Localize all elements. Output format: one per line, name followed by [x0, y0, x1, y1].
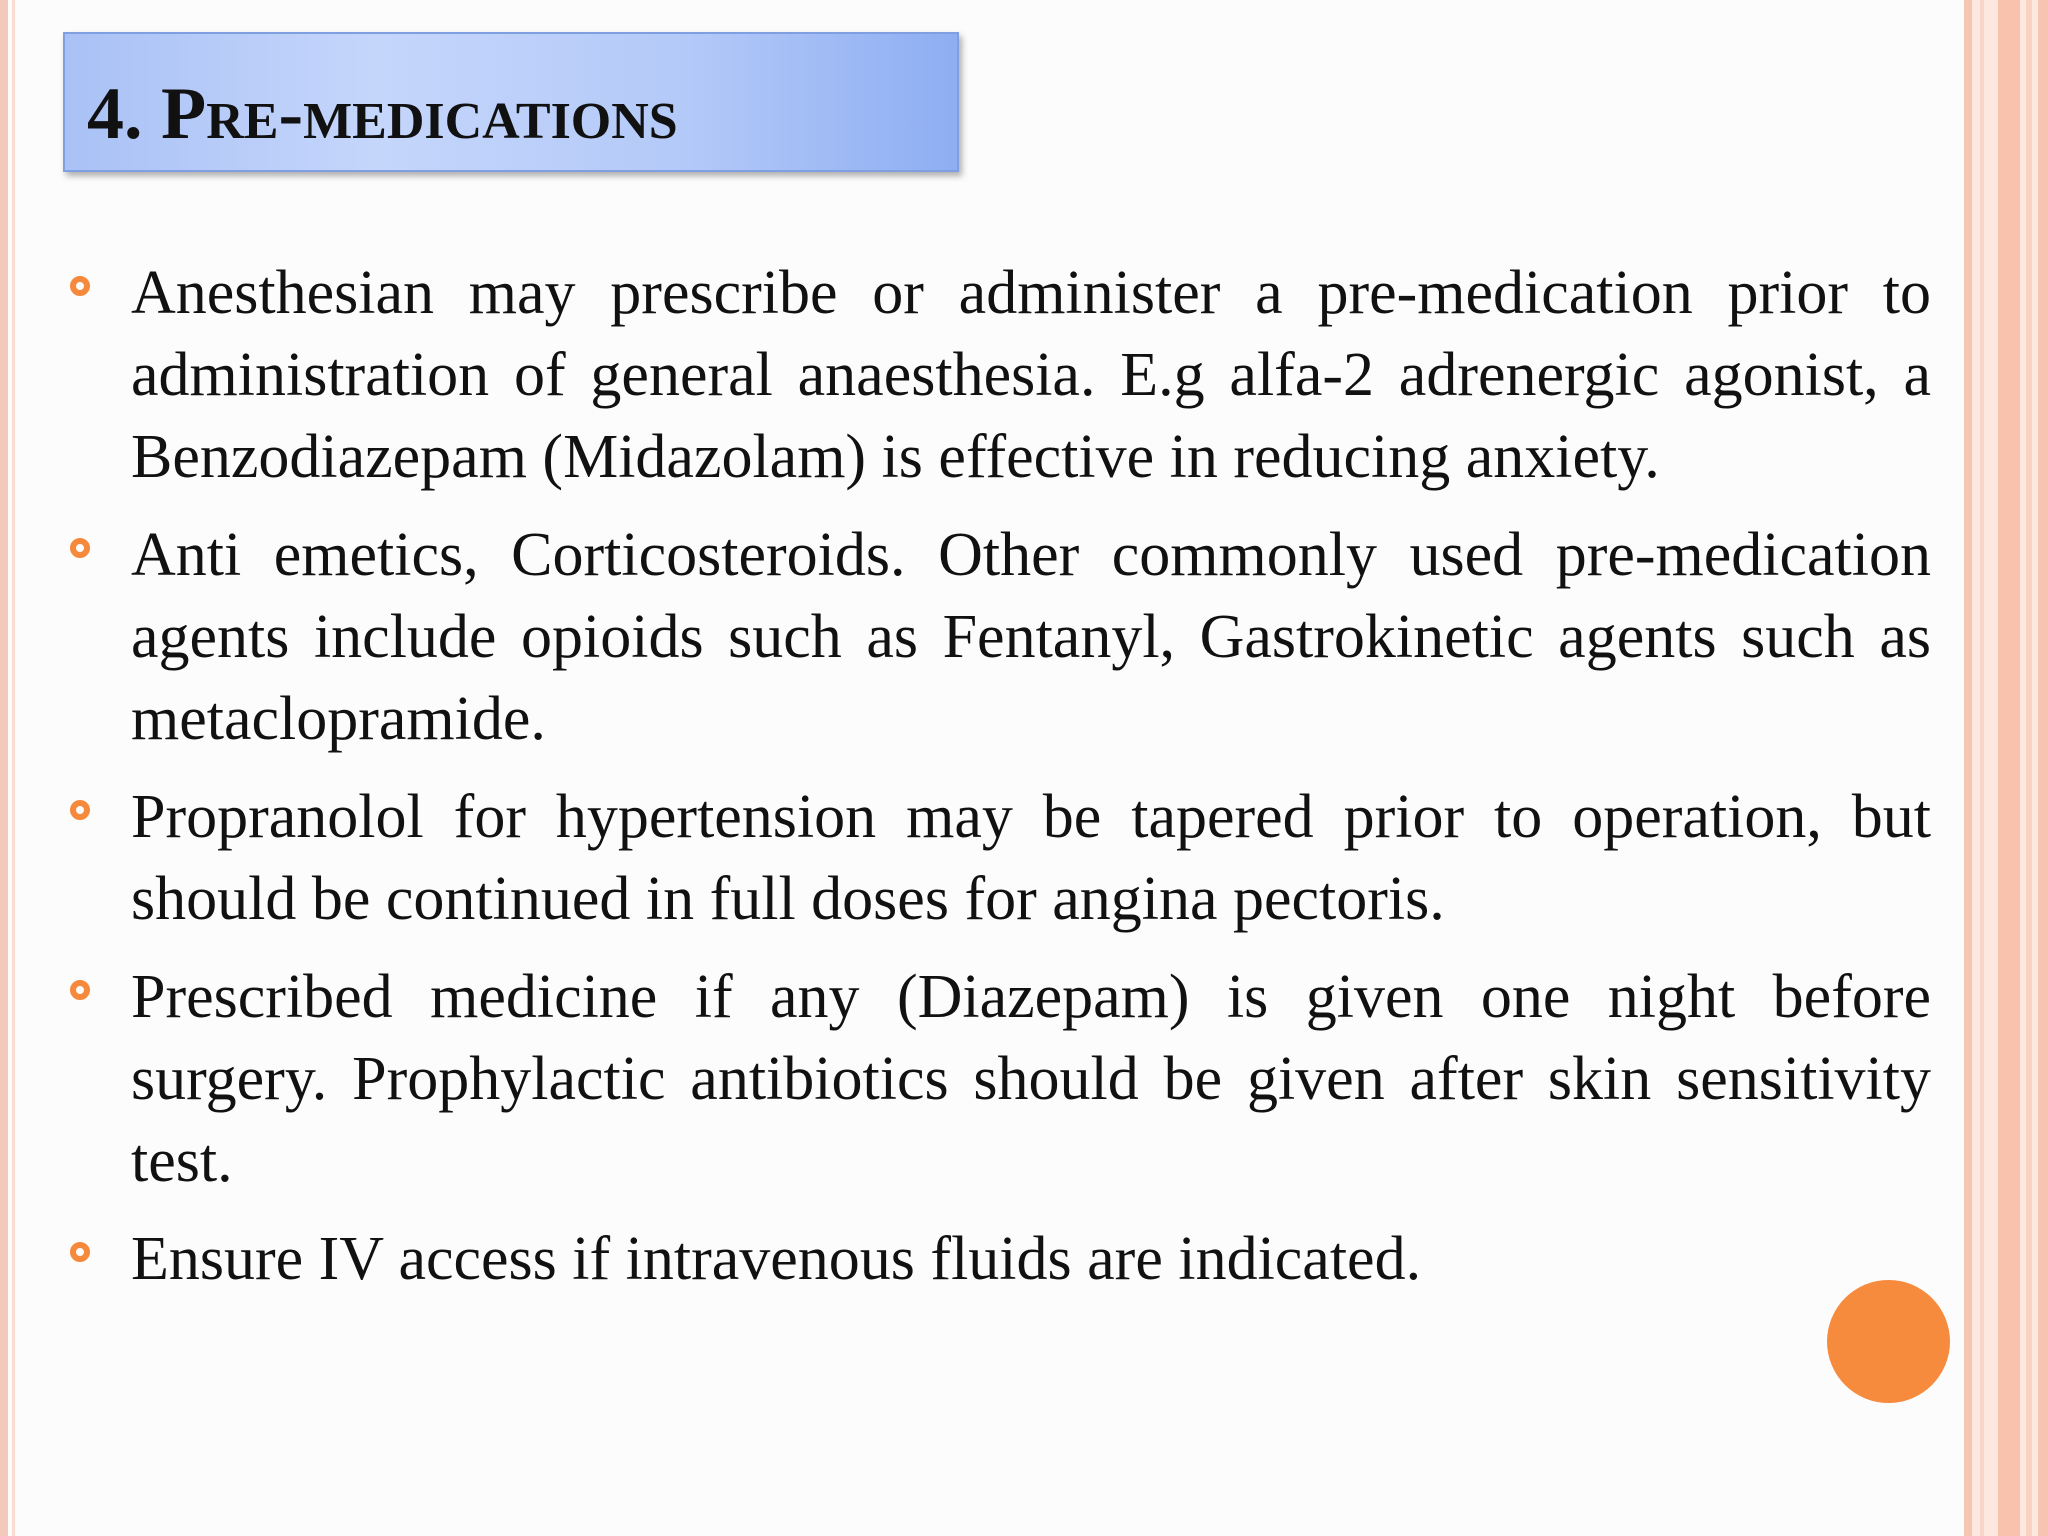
bullet-text: Propranolol for hypertension may be tapered prior to operation, but should be continued in full doses for angina pectoris.: [131, 783, 1931, 933]
slide-title: 4. Pre-medications: [87, 73, 678, 155]
ring-bullet-icon: [70, 1242, 90, 1262]
left-border-inner-decoration: [12, 0, 15, 1536]
bullet-item: [70, 514, 1932, 760]
ring-bullet-icon: [70, 276, 90, 296]
bullet-text: Anti emetics, Corticosteroids. Other commonly used pre-medication agents include opioids such as Fentanyl, Gastrokinetic agents such as metaclopramide.: [131, 521, 1931, 753]
bullet-text: Prescribed medicine if any (Diazepam) is given one night before surgery. Prophylactic antibiotics should be given after skin sensitivity test.: [131, 963, 1931, 1195]
title-box: [63, 32, 959, 172]
bullet-item: [70, 956, 1932, 1202]
ring-bullet-icon: [70, 980, 90, 1000]
bullet-item: [70, 252, 1932, 498]
orange-circle-decoration: [1827, 1280, 1950, 1403]
ring-bullet-icon: [70, 800, 90, 820]
ring-bullet-icon: [70, 538, 90, 558]
bullet-item: [70, 776, 1932, 940]
bullet-text: Ensure IV access if intravenous fluids are indicated.: [131, 1225, 1422, 1293]
left-border-decoration: [0, 0, 8, 1536]
bullet-list: [70, 252, 1932, 1316]
bullet-text: Anesthesian may prescribe or administer a pre-medication prior to administration of general anaesthesia. E.g alfa-2 adrenergic agonist, a Benzodiazepam (Midazolam) is effective in reducing anxiety.: [131, 259, 1931, 491]
right-stripes-decoration: [1964, 0, 2048, 1536]
bullet-item: [70, 1218, 1932, 1300]
